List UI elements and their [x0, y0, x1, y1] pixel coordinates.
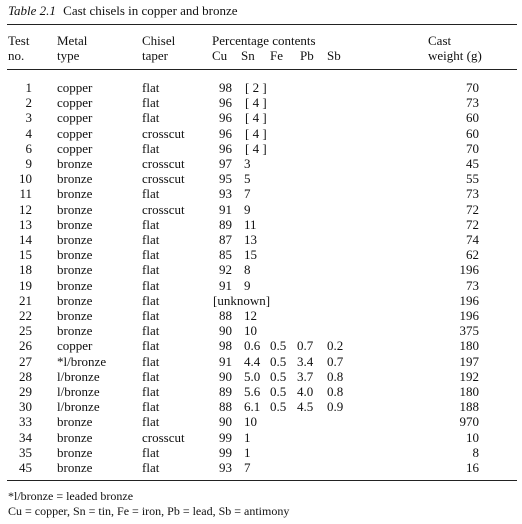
- sn-value: 3: [244, 156, 251, 171]
- test-number: 19: [19, 278, 32, 293]
- cast-weight: 16: [466, 460, 479, 475]
- header-chisel-line1: Chisel: [142, 33, 176, 48]
- cu-value: 89: [219, 384, 232, 399]
- cu-value: 98: [219, 338, 232, 353]
- top-rule: [7, 24, 517, 25]
- cast-weight: 55: [466, 171, 479, 186]
- cast-weight: 70: [466, 141, 479, 156]
- metal-type: bronze: [57, 414, 93, 429]
- sn-value: 6.1: [244, 399, 261, 414]
- bottom-rule: [7, 480, 517, 481]
- cu-value: 90: [219, 414, 232, 429]
- cast-weight: 375: [459, 323, 479, 338]
- header-test-line1: Test: [8, 33, 30, 48]
- chisel-taper: crosscut: [142, 156, 185, 171]
- sn-value: 4.4: [244, 354, 261, 369]
- chisel-taper: flat: [142, 460, 160, 475]
- test-number: 9: [25, 156, 32, 171]
- metal-type: l/bronze: [57, 369, 100, 384]
- sn-bracket-value: [ 4 ]: [245, 110, 267, 125]
- header-rule: [7, 69, 517, 70]
- chisel-taper: flat: [142, 369, 160, 384]
- sn-bracket-value: [ 4 ]: [245, 141, 267, 156]
- cu-value: 91: [219, 354, 232, 369]
- test-number: 21: [19, 293, 32, 308]
- cast-weight: 180: [459, 338, 479, 353]
- sn-value: 5.6: [244, 384, 261, 399]
- cast-weight: 73: [466, 95, 479, 110]
- test-number: 11: [19, 186, 32, 201]
- cast-weight: 60: [466, 126, 479, 141]
- sn-value: 1: [244, 445, 251, 460]
- header-cu: Cu: [212, 48, 228, 63]
- chisel-taper: flat: [142, 293, 160, 308]
- cast-weight: 196: [459, 293, 479, 308]
- cu-value: 87: [219, 232, 232, 247]
- metal-type: bronze: [57, 217, 93, 232]
- test-number: 15: [19, 247, 32, 262]
- header-percentage: Percentage contents: [212, 33, 316, 48]
- table-number: Table 2.1: [8, 3, 56, 18]
- test-number: 4: [25, 126, 32, 141]
- header-metal-line2: type: [57, 48, 80, 63]
- metal-type: bronze: [57, 202, 93, 217]
- sn-value: 13: [244, 232, 257, 247]
- pb-value: 4.5: [297, 399, 314, 414]
- test-number: 12: [19, 202, 32, 217]
- metal-type: bronze: [57, 460, 93, 475]
- cast-weight: 8: [472, 445, 479, 460]
- sb-value: 0.8: [327, 369, 344, 384]
- chisel-taper: flat: [142, 354, 160, 369]
- test-number: 10: [19, 171, 32, 186]
- cast-weight: 197: [459, 354, 479, 369]
- metal-type: *l/bronze: [57, 354, 107, 369]
- metal-type: bronze: [57, 445, 93, 460]
- metal-type: copper: [57, 338, 93, 353]
- cu-value: 90: [219, 369, 232, 384]
- table-title: Cast chisels in copper and bronze: [63, 3, 238, 18]
- cast-weight: 196: [459, 262, 479, 277]
- metal-type: copper: [57, 95, 93, 110]
- test-number: 45: [19, 460, 32, 475]
- chisel-taper: crosscut: [142, 126, 185, 141]
- header-sn: Sn: [241, 48, 255, 63]
- table-caption: [8, 3, 238, 19]
- metal-type: copper: [57, 126, 93, 141]
- metal-type: copper: [57, 80, 93, 95]
- test-number: 35: [19, 445, 32, 460]
- cast-weight: 970: [459, 414, 479, 429]
- cast-weight: 62: [466, 247, 479, 262]
- cu-value: 96: [219, 141, 232, 156]
- chisel-taper: flat: [142, 80, 160, 95]
- metal-type: l/bronze: [57, 399, 100, 414]
- header-sb: Sb: [327, 48, 341, 63]
- test-number: 3: [25, 110, 32, 125]
- chisel-taper: flat: [142, 217, 160, 232]
- metal-type: bronze: [57, 293, 93, 308]
- fe-value: 0.5: [270, 399, 287, 414]
- test-number: 25: [19, 323, 32, 338]
- fe-value: 0.5: [270, 338, 287, 353]
- cu-value: 91: [219, 278, 232, 293]
- test-number: 6: [25, 141, 32, 156]
- pb-value: 0.7: [297, 338, 314, 353]
- cu-value: 96: [219, 126, 232, 141]
- metal-type: bronze: [57, 247, 93, 262]
- sn-value: 12: [244, 308, 257, 323]
- metal-type: bronze: [57, 262, 93, 277]
- header-metal-line1: Metal: [57, 33, 88, 48]
- unknown-value: [unknown]: [213, 293, 271, 308]
- cast-weight: 180: [459, 384, 479, 399]
- metal-type: bronze: [57, 308, 93, 323]
- sn-bracket-value: [ 4 ]: [245, 95, 267, 110]
- test-number: 26: [19, 338, 32, 353]
- test-number: 22: [19, 308, 32, 323]
- chisel-taper: flat: [142, 323, 160, 338]
- test-number: 28: [19, 369, 32, 384]
- header-chisel-line2: taper: [142, 48, 168, 63]
- test-number: 30: [19, 399, 32, 414]
- metal-type: bronze: [57, 156, 93, 171]
- chisel-taper: flat: [142, 95, 160, 110]
- cu-value: 99: [219, 445, 232, 460]
- sn-value: 9: [244, 278, 251, 293]
- metal-type: copper: [57, 110, 93, 125]
- sb-value: 0.9: [327, 399, 344, 414]
- metal-type: copper: [57, 141, 93, 156]
- sn-value: 0.6: [244, 338, 261, 353]
- sn-value: 9: [244, 202, 251, 217]
- pb-value: 4.0: [297, 384, 314, 399]
- metal-type: bronze: [57, 430, 93, 445]
- test-number: 27: [19, 354, 32, 369]
- cast-weight: 196: [459, 308, 479, 323]
- test-number: 14: [19, 232, 32, 247]
- cast-weight: 72: [466, 202, 479, 217]
- sb-value: 0.2: [327, 338, 344, 353]
- test-number: 34: [19, 430, 32, 445]
- test-number: 29: [19, 384, 32, 399]
- sb-value: 0.7: [327, 354, 344, 369]
- chisel-taper: flat: [142, 384, 160, 399]
- cu-value: 91: [219, 202, 232, 217]
- metal-type: bronze: [57, 186, 93, 201]
- chisel-taper: crosscut: [142, 202, 185, 217]
- sn-value: 10: [244, 414, 257, 429]
- chisel-taper: flat: [142, 414, 160, 429]
- chisel-taper: flat: [142, 232, 160, 247]
- header-fe: Fe: [270, 48, 283, 63]
- chisel-taper: flat: [142, 186, 160, 201]
- chisel-taper: flat: [142, 338, 160, 353]
- cu-value: 98: [219, 80, 232, 95]
- sn-value: 15: [244, 247, 257, 262]
- cast-weight: 73: [466, 186, 479, 201]
- cast-weight: 72: [466, 217, 479, 232]
- sn-value: 8: [244, 262, 251, 277]
- fe-value: 0.5: [270, 384, 287, 399]
- chisel-taper: flat: [142, 278, 160, 293]
- chisel-taper: crosscut: [142, 430, 185, 445]
- test-number: 1: [25, 80, 32, 95]
- cast-weight: 60: [466, 110, 479, 125]
- test-number: 13: [19, 217, 32, 232]
- footnote-leaded: *l/bronze = leaded bronze: [8, 489, 134, 503]
- metal-type: bronze: [57, 232, 93, 247]
- cu-value: 88: [219, 399, 232, 414]
- cu-value: 95: [219, 171, 232, 186]
- sn-value: 5.0: [244, 369, 261, 384]
- sn-value: 10: [244, 323, 257, 338]
- header-weight-line1: Cast: [428, 33, 452, 48]
- sb-value: 0.8: [327, 384, 344, 399]
- header-weight-line2: weight (g): [428, 48, 482, 63]
- metal-type: bronze: [57, 278, 93, 293]
- chisel-taper: flat: [142, 399, 160, 414]
- pb-value: 3.7: [297, 369, 314, 384]
- chisel-taper: flat: [142, 308, 160, 323]
- footnote-elements: Cu = copper, Sn = tin, Fe = iron, Pb = lead, Sb = antimony: [8, 504, 290, 518]
- chisel-taper: flat: [142, 262, 160, 277]
- cast-weight: 192: [459, 369, 479, 384]
- cast-weight: 45: [466, 156, 479, 171]
- metal-type: bronze: [57, 323, 93, 338]
- cu-value: 96: [219, 110, 232, 125]
- cu-value: 85: [219, 247, 232, 262]
- sn-value: 1: [244, 430, 251, 445]
- sn-value: 7: [244, 186, 251, 201]
- cu-value: 89: [219, 217, 232, 232]
- cu-value: 90: [219, 323, 232, 338]
- sn-value: 7: [244, 460, 251, 475]
- metal-type: l/bronze: [57, 384, 100, 399]
- chisel-taper: flat: [142, 445, 160, 460]
- cu-value: 97: [219, 156, 232, 171]
- chisel-taper: flat: [142, 110, 160, 125]
- sn-bracket-value: [ 2 ]: [245, 80, 267, 95]
- cu-value: 96: [219, 95, 232, 110]
- sn-bracket-value: [ 4 ]: [245, 126, 267, 141]
- test-number: 33: [19, 414, 32, 429]
- chisel-taper: flat: [142, 141, 160, 156]
- test-number: 18: [19, 262, 32, 277]
- cu-value: 99: [219, 430, 232, 445]
- cast-weight: 70: [466, 80, 479, 95]
- cast-weight: 10: [466, 430, 479, 445]
- cast-weight: 73: [466, 278, 479, 293]
- chisel-taper: flat: [142, 247, 160, 262]
- cu-value: 88: [219, 308, 232, 323]
- cast-weight: 188: [459, 399, 479, 414]
- cast-weight: 74: [466, 232, 479, 247]
- cu-value: 92: [219, 262, 232, 277]
- test-number: 2: [25, 95, 32, 110]
- cu-value: 93: [219, 460, 232, 475]
- sn-value: 5: [244, 171, 251, 186]
- header-pb: Pb: [300, 48, 314, 63]
- metal-type: bronze: [57, 171, 93, 186]
- cu-value: 93: [219, 186, 232, 201]
- header-test-line2: no.: [8, 48, 25, 63]
- pb-value: 3.4: [297, 354, 314, 369]
- fe-value: 0.5: [270, 354, 287, 369]
- sn-value: 11: [244, 217, 257, 232]
- fe-value: 0.5: [270, 369, 287, 384]
- chisel-taper: crosscut: [142, 171, 185, 186]
